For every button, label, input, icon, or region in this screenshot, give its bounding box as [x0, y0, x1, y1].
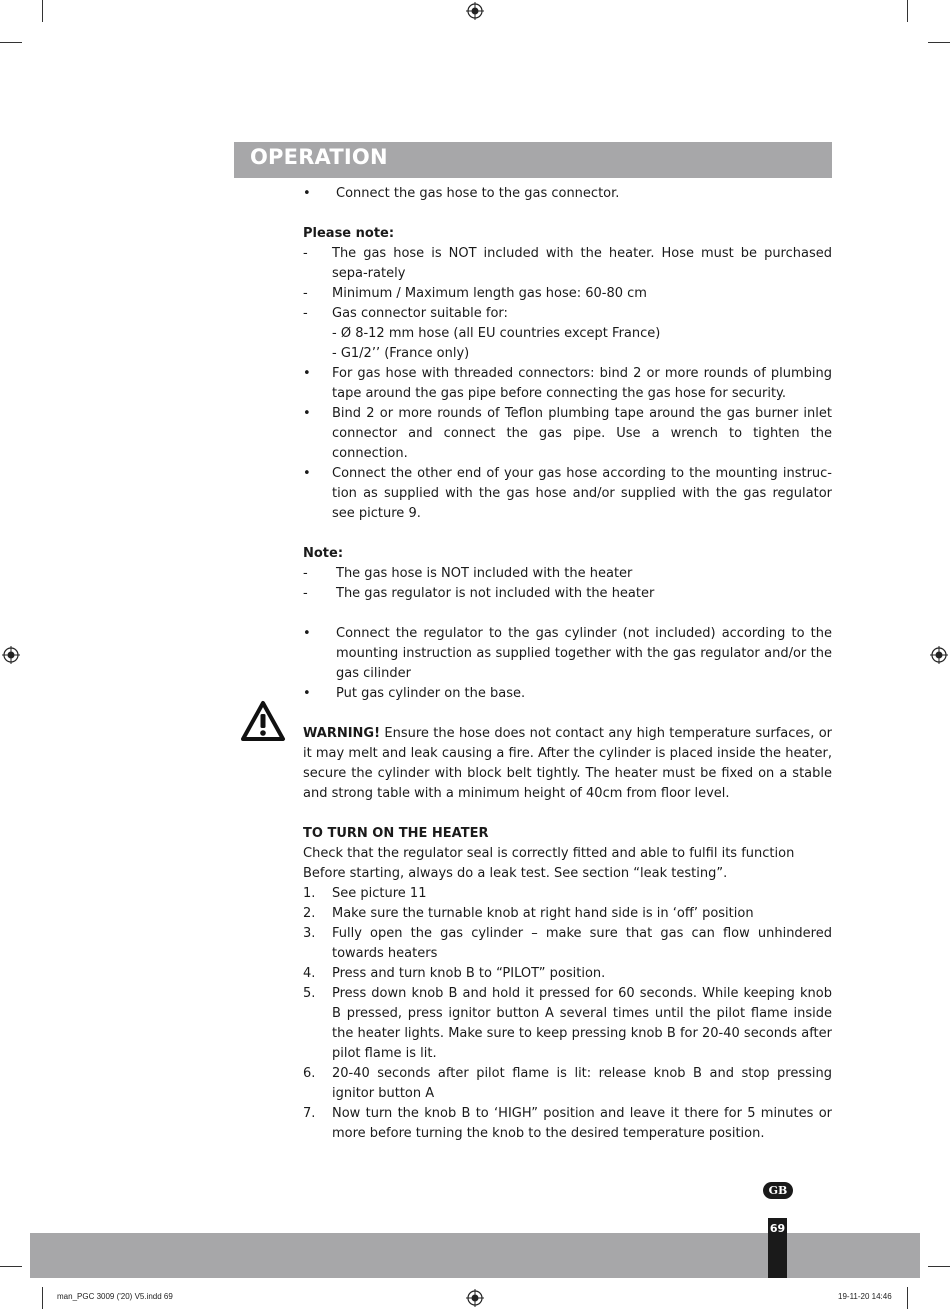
list-text: The gas regulator is not included with the heater [336, 586, 655, 601]
bullet-text: Put gas cylinder on the base. [336, 686, 526, 701]
step-number: 3. [303, 926, 316, 941]
turn-on-heading: TO TURN ON THE HEATER [303, 826, 489, 841]
warning-label: WARNING! [303, 726, 381, 741]
warning-text: Ensure the hose does not contact any high temperature surfaces, or it may melt and leak causing a fire. After the cylinder is placed inside the heater, secure the cylinder with block belt tightly. The heater must be fixed on a stable and strong table with a minimum height of 40cm from floor level. [303, 726, 832, 801]
list-text: Gas connector suitable for: [332, 306, 508, 321]
crop-mark-bottom-left-v [42, 1287, 43, 1309]
list-item [303, 184, 832, 204]
bullet-mark: • [303, 186, 311, 201]
turn-on-intro: Before starting, always do a leak test. See section “leak testing”. [303, 866, 728, 881]
warning-paragraph [303, 724, 832, 804]
step-number: 5. [303, 986, 316, 1001]
connector-option: - Ø 8-12 mm hose (all EU countries except France) [332, 326, 661, 341]
page-title: OPERATION [250, 145, 388, 169]
registration-mark-icon [930, 646, 948, 664]
list-item: • Connect the other end of your gas hose according to the mounting instruc-tion as supplied with the gas hose and/or supplied with the gas regulator see picture 9. [303, 464, 832, 524]
warning-triangle-icon [240, 700, 286, 742]
step-item [303, 884, 832, 904]
crop-mark-top-left-h [0, 42, 22, 43]
registration-mark-icon [466, 1289, 484, 1307]
step-item [303, 1064, 832, 1104]
file-slug: man_PGC 3009 ('20) V5.indd 69 [57, 1292, 173, 1301]
crop-mark-top-right-v [907, 0, 908, 22]
turn-on-intro: Check that the regulator seal is correctly fitted and able to fulfil its function [303, 846, 795, 861]
bullet-text: Connect the regulator to the gas cylinder (not included) according to the mounting instruction as supplied together with the gas regulator and/or the gas cilinder [336, 626, 832, 681]
list-text: Minimum / Maximum length gas hose: 60-80 cm [332, 286, 647, 301]
registration-mark-icon [2, 646, 20, 664]
step-number: 6. [303, 1066, 316, 1081]
step-number: 7. [303, 1106, 316, 1121]
bullet-text: Connect the other end of your gas hose according to the mounting instruc-tion as supplied with the gas hose and/or supplied with the gas regulator see picture 9. [332, 466, 832, 521]
list-item: - The gas hose is NOT included with the heater. Hose must be purchased sepa-rately [303, 244, 832, 284]
step-number: 1. [303, 886, 316, 901]
step-item [303, 904, 832, 924]
crop-mark-bottom-left-h [0, 1266, 22, 1267]
bullet-text: For gas hose with threaded connectors: bind 2 or more rounds of plumbing tape around the gas pipe before connecting the gas hose for security. [332, 366, 832, 401]
page-number: 69 [768, 1218, 787, 1278]
list-item: - Gas connector suitable for: [303, 304, 832, 324]
step-text: Fully open the gas cylinder – make sure that gas can flow unhindered towards heaters [332, 926, 832, 961]
list-item: • Put gas cylinder on the base. [303, 684, 832, 704]
step-text: Press down knob B and hold it pressed for 60 seconds. While keeping knob B pressed, press ignitor button A several times until the pilot flame inside the heater lights. Make sure to keep pressing knob B for 20-40 seconds after pilot flame is lit. [332, 986, 832, 1061]
step-item [303, 924, 832, 964]
list-item: - The gas regulator is not included with the heater [303, 584, 832, 604]
step-text: Press and turn knob B to “PILOT” position. [332, 966, 606, 981]
date-slug: 19-11-20 14:46 [838, 1292, 892, 1301]
step-text: Make sure the turnable knob at right hand side is in ‘off’ position [332, 906, 754, 921]
language-badge: GB [763, 1182, 793, 1199]
crop-mark-top-left-v [42, 0, 43, 22]
list-text: The gas hose is NOT included with the heater. Hose must be purchased sepa-rately [332, 246, 832, 281]
step-item [303, 964, 832, 984]
bullet-text: Bind 2 or more rounds of Teflon plumbing tape around the gas burner inlet connector and connect the gas pipe. Use a wrench to tighten the connection. [332, 406, 832, 461]
section-header-bar [234, 142, 832, 178]
bullet-text: Connect the gas hose to the gas connector. [336, 186, 620, 201]
step-number: 2. [303, 906, 316, 921]
registration-mark-icon [466, 2, 484, 20]
main-content [303, 184, 832, 1144]
crop-mark-bottom-right-v [907, 1287, 908, 1309]
step-number: 4. [303, 966, 316, 981]
step-item [303, 1104, 832, 1144]
list-item: - The gas hose is NOT included with the heater [303, 564, 832, 584]
list-item: • For gas hose with threaded connectors: bind 2 or more rounds of plumbing tape around the gas pipe before connecting the gas hose for security. [303, 364, 832, 404]
note-heading: Note: [303, 546, 344, 561]
step-text: 20-40 seconds after pilot flame is lit: release knob B and stop pressing ignitor button A [332, 1066, 832, 1101]
crop-mark-top-right-h [928, 42, 950, 43]
connector-option: - G1/2’’ (France only) [332, 346, 470, 361]
step-item [303, 984, 832, 1064]
please-note-heading: Please note: [303, 226, 395, 241]
list-item: - Minimum / Maximum length gas hose: 60-80 cm [303, 284, 832, 304]
crop-mark-bottom-right-h [928, 1266, 950, 1267]
list-item: • Connect the regulator to the gas cylinder (not included) according to the mounting instruction as supplied together with the gas regulator and/or the gas cilinder [303, 624, 832, 684]
list-text: The gas hose is NOT included with the heater [336, 566, 633, 581]
list-item: • Bind 2 or more rounds of Teflon plumbing tape around the gas burner inlet connector and connect the gas pipe. Use a wrench to tighten the connection. [303, 404, 832, 464]
step-text: See picture 11 [332, 886, 427, 901]
step-text: Now turn the knob B to ‘HIGH” position and leave it there for 5 minutes or more before turning the knob to the desired temperature position. [332, 1106, 832, 1141]
